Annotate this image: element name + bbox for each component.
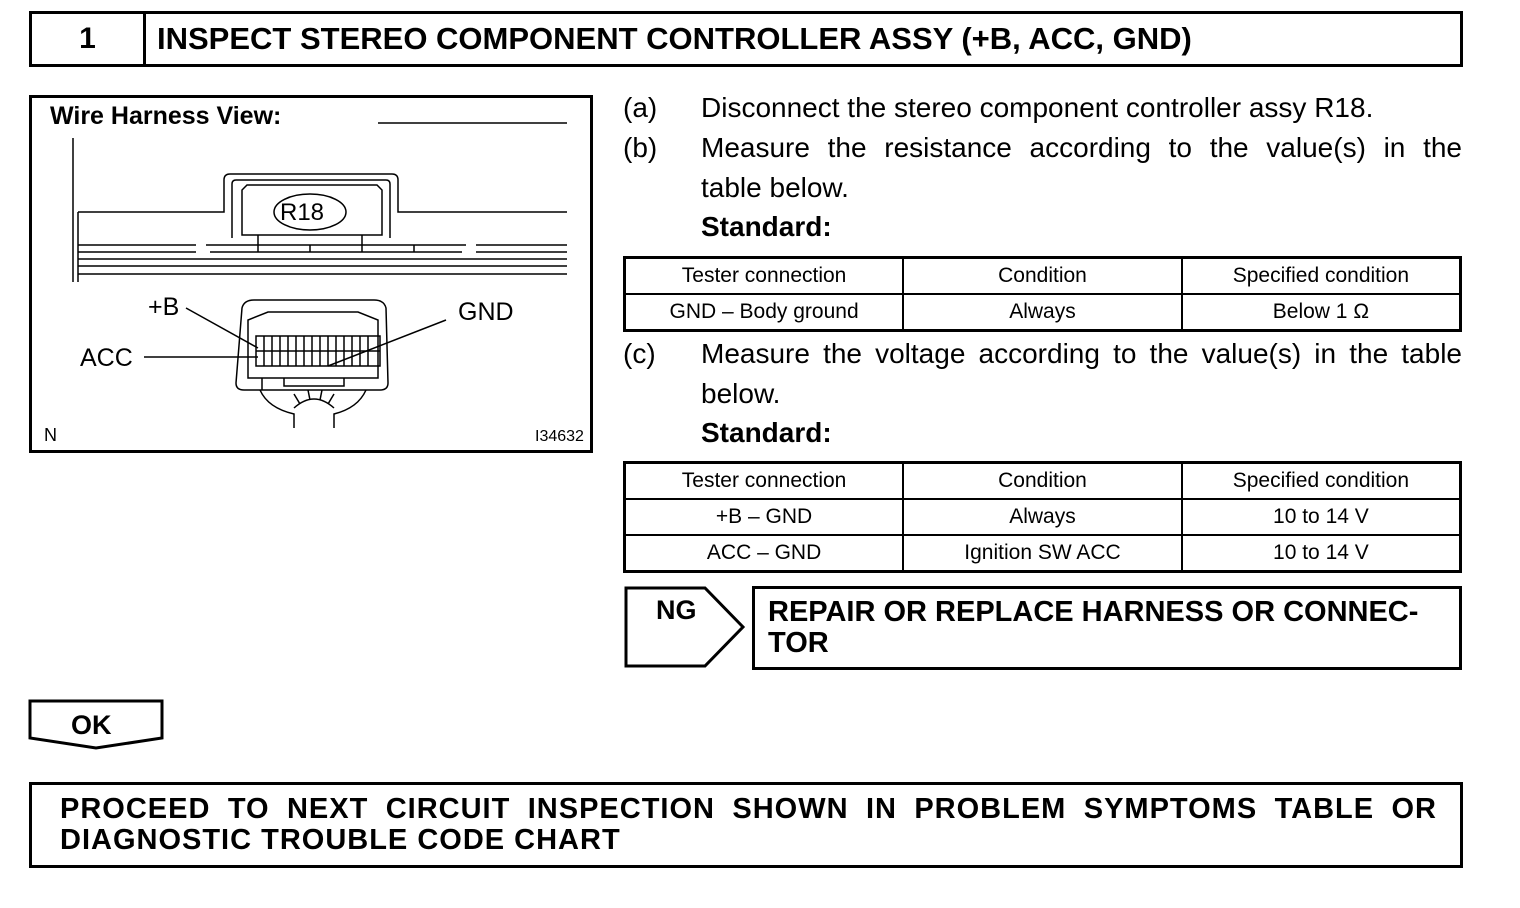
ng-arrow-icon <box>623 585 749 670</box>
step-a-text: Disconnect the stereo component controller assy R18. <box>701 92 1374 123</box>
table-header-cell: Specified condition <box>1182 258 1461 295</box>
ok-arrow-icon <box>28 699 168 753</box>
step-b-marker: (b) <box>623 132 658 163</box>
step-c-text-line1: Measure the voltage according to the value(s) in the table <box>701 338 1462 369</box>
table-row <box>625 499 1461 535</box>
table-row <box>625 535 1461 572</box>
step-a-marker: (a) <box>623 92 658 123</box>
ok-label: OK <box>71 710 112 740</box>
table-header-row <box>625 258 1461 295</box>
table-header-cell: Condition <box>903 258 1182 295</box>
table-cell: Always <box>903 294 1182 331</box>
ng-action-line1: REPAIR OR REPLACE HARNESS OR CONNEC- <box>768 596 1419 628</box>
table-header-cell: Tester connection <box>625 463 904 500</box>
connector-id-label: R18 <box>280 199 325 226</box>
connector-illustration <box>32 98 590 450</box>
table-cell: ACC – GND <box>625 535 904 572</box>
table-row <box>625 294 1461 331</box>
table-cell: +B – GND <box>625 499 904 535</box>
label-plus-b: +B <box>148 293 180 321</box>
step-b-standard: Standard: <box>701 211 832 242</box>
table-cell: Ignition SW ACC <box>903 535 1182 572</box>
wire-harness-diagram <box>29 95 593 453</box>
ng-action-line2: TOR <box>768 627 829 659</box>
table-header-cell: Tester connection <box>625 258 904 295</box>
step-number: 1 <box>32 14 146 64</box>
voltage-spec-table <box>623 461 1462 573</box>
next-step-line1: PROCEED TO NEXT CIRCUIT INSPECTION SHOWN IN PROBLEM SYMPTOMS TABLE OR <box>60 793 1437 825</box>
table-cell: 10 to 14 V <box>1182 499 1461 535</box>
ng-action-box <box>752 586 1462 670</box>
table-cell: Below 1 Ω <box>1182 294 1461 331</box>
diagram-title: Wire Harness View: <box>50 102 282 130</box>
table-cell: GND – Body ground <box>625 294 904 331</box>
diagram-corner-label: N <box>44 425 57 445</box>
step-c-marker: (c) <box>623 338 656 369</box>
table-header-cell: Condition <box>903 463 1182 500</box>
step-header <box>29 11 1463 67</box>
label-gnd: GND <box>458 298 514 326</box>
next-step-box <box>29 782 1463 868</box>
table-cell: Always <box>903 499 1182 535</box>
next-step-text <box>60 794 1437 856</box>
table-cell: 10 to 14 V <box>1182 535 1461 572</box>
next-step-line2: DIAGNOSTIC TROUBLE CODE CHART <box>60 824 621 856</box>
table-header-cell: Specified condition <box>1182 463 1461 500</box>
step-title: INSPECT STEREO COMPONENT CONTROLLER ASSY (+B, ACC, GND) <box>157 21 1192 56</box>
figure-code: I34632 <box>535 428 584 445</box>
label-acc: ACC <box>80 344 133 372</box>
step-b-text-line2: table below. <box>701 172 849 203</box>
step-c-standard: Standard: <box>701 417 832 448</box>
resistance-spec-table <box>623 256 1462 332</box>
ng-action-text <box>768 597 1418 659</box>
ng-label: NG <box>656 595 697 625</box>
step-c-text-line2: below. <box>701 378 781 409</box>
step-b-text-line1: Measure the resistance according to the value(s) in the <box>701 132 1462 163</box>
table-header-row <box>625 463 1461 500</box>
